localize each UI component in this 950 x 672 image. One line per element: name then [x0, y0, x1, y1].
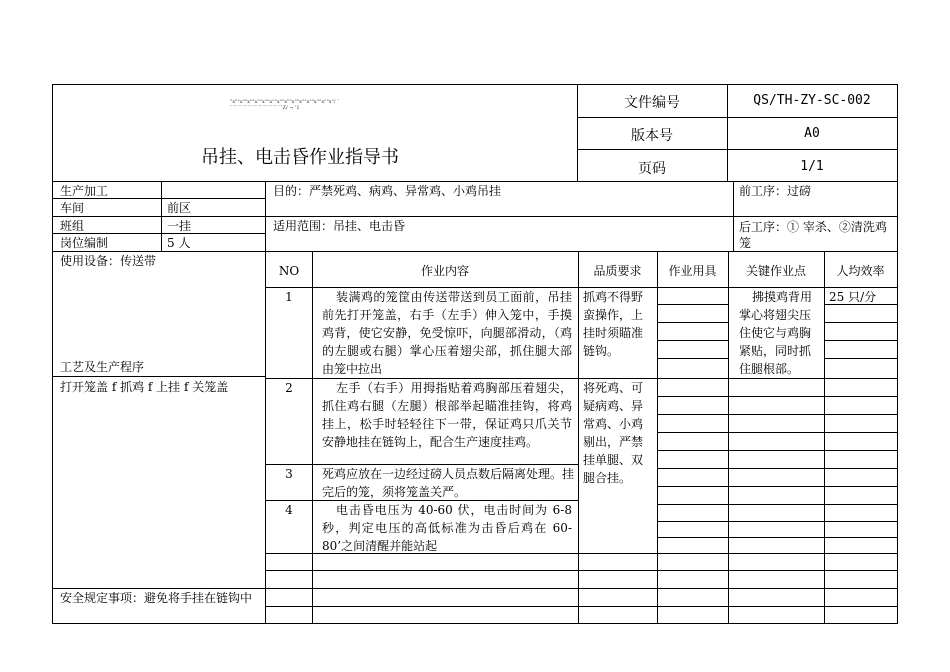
grid-line	[824, 322, 898, 323]
grid-line	[824, 251, 825, 624]
team-label: 班组	[60, 219, 85, 233]
grid-line	[52, 588, 265, 589]
outer-border	[52, 84, 898, 624]
grid-line	[52, 181, 898, 182]
page-label: 页码	[638, 161, 666, 177]
grid-line	[265, 500, 578, 501]
grid-line	[824, 304, 898, 305]
doc-no-label: 文件编号	[624, 95, 680, 111]
quality-requirement-1: 抓鸡不得野蛮操作，上挂时须瞄准链钩。	[583, 290, 644, 358]
col-header-efficiency: 人均效率	[836, 264, 885, 278]
key-point-line: 拂摸鸡背用	[752, 290, 813, 304]
grid-line	[265, 464, 578, 465]
grid-line	[657, 304, 728, 305]
grid-line	[265, 553, 898, 554]
grid-line	[657, 521, 898, 522]
grid-line	[824, 358, 898, 359]
grid-line	[265, 181, 266, 624]
grid-line	[657, 358, 728, 359]
grid-line	[52, 251, 265, 252]
process-title: 工艺及生产程序	[60, 360, 145, 374]
key-point-line: 掌心将翅尖压	[739, 308, 812, 322]
grid-line	[578, 251, 579, 624]
staff-value: 5 人	[167, 236, 191, 250]
purpose-text: 目的：严禁死鸡、病鸡、异常鸡、小鸡吊挂	[273, 184, 502, 198]
grid-line	[657, 504, 898, 505]
prev-process-text: 前工序：过磅	[739, 184, 812, 198]
document-title: 吊挂、电击昏作业指导书	[201, 147, 399, 168]
grid-line	[577, 84, 578, 181]
grid-line	[52, 198, 265, 199]
step-no: 4	[285, 503, 293, 517]
step-content: 电击昏电压为 40-60 伏，电击时间为 6-8 秒，判定电压的高低标准为击昏后鸡在 60-80’之间清醒并能站起	[322, 503, 572, 553]
grid-line	[265, 251, 898, 252]
grid-line	[657, 322, 728, 323]
safety-text: 安全规定事项：避免将手挂在链钩中	[60, 591, 253, 605]
step-content: 死鸡应放在一边经过磅人员点数后隔离处理。挂完后的笼，须将笼盖关严。	[322, 467, 575, 499]
col-header-tools: 作业用具	[668, 264, 717, 278]
step-content: 装满鸡的笼筐由传送带送到员工面前，吊挂前先打开笼盖，右手（左手）伸入笼中，手摸鸡背，使它安静，免受惊吓，向腿部滑动，（鸡的左腿或右腿）掌心压着翅尖部，抓住腿大部由笼中拉出	[322, 290, 572, 376]
workshop-value: 前区	[167, 201, 192, 215]
next-process-text: 后工序：① 宰杀、②清洗鸡笼	[739, 220, 887, 250]
workshop-label: 车间	[60, 201, 85, 215]
col-header-no: NO	[278, 264, 300, 278]
doc-no-value: QS/TH-ZY-SC-002	[753, 93, 871, 108]
version-value: A0	[804, 126, 820, 141]
col-header-quality: 品质要求	[593, 264, 642, 278]
key-point-line: 住腿根部。	[739, 362, 800, 376]
grid-line	[657, 450, 898, 451]
grid-line	[312, 251, 313, 624]
key-point-line: 紧贴，同时抓	[739, 344, 812, 358]
grid-line	[728, 251, 729, 624]
grid-line	[265, 287, 898, 288]
grid-line	[577, 149, 898, 150]
grid-line	[52, 233, 265, 234]
col-header-keypoint: 关键作业点	[745, 264, 806, 278]
grid-line	[824, 340, 898, 341]
grid-line	[265, 216, 898, 217]
step-no: 3	[285, 467, 293, 481]
step-no: 1	[285, 290, 293, 304]
production-label: 生产加工	[60, 184, 109, 198]
step-content: 左手（右手）用拇指贴着鸡胸部压着翅尖，抓住鸡右腿（左腿）根部举起瞄准挂钩，将鸡挂上，松手时轻轻往下一带，保证鸡只爪关节安静地挂在链钩上，配合生产速度挂鸡。	[322, 381, 572, 449]
grid-line	[657, 340, 728, 341]
grid-line	[657, 486, 898, 487]
key-point-line: 住使它与鸡胸	[739, 326, 812, 340]
version-label: 版本号	[631, 128, 673, 144]
header-garbled-text: "x""x""x""x""x""x""x""x""x""x""x""x""x""x"/ ¨ ¨¨¨¨¨¨¨¨¨¨¨¨¨¨¨¨¨¨¨¨¨Z/ ¬ '1	[230, 99, 340, 111]
step-no: 2	[285, 381, 293, 395]
grid-line	[657, 432, 898, 433]
staff-label: 岗位编制	[60, 236, 109, 250]
process-flow: 打开笼盖 f 抓鸡 f 上挂 f 关笼盖	[60, 380, 229, 394]
grid-line	[657, 468, 898, 469]
grid-line	[657, 396, 898, 397]
team-value: 一挂	[167, 219, 192, 233]
grid-line	[657, 537, 898, 538]
grid-line	[265, 606, 898, 607]
grid-line	[52, 376, 265, 377]
grid-line	[657, 414, 898, 415]
scope-text: 适用范围：吊挂、电击昏	[273, 219, 406, 233]
quality-requirement-2: 将死鸡、可疑病鸡、异常鸡、小鸡剔出，严禁挂单腿、双腿合挂。	[583, 381, 644, 485]
grid-line	[727, 84, 728, 181]
equipment-text: 使用设备：传送带	[60, 254, 157, 268]
grid-line	[52, 216, 265, 217]
grid-line	[577, 117, 898, 118]
grid-line	[265, 588, 898, 589]
grid-line	[265, 378, 898, 379]
grid-line	[265, 570, 898, 571]
col-header-content: 作业内容	[420, 264, 469, 278]
grid-line	[657, 251, 658, 624]
page-value: 1/1	[800, 159, 824, 174]
efficiency-value: 25 只/分	[829, 290, 877, 304]
